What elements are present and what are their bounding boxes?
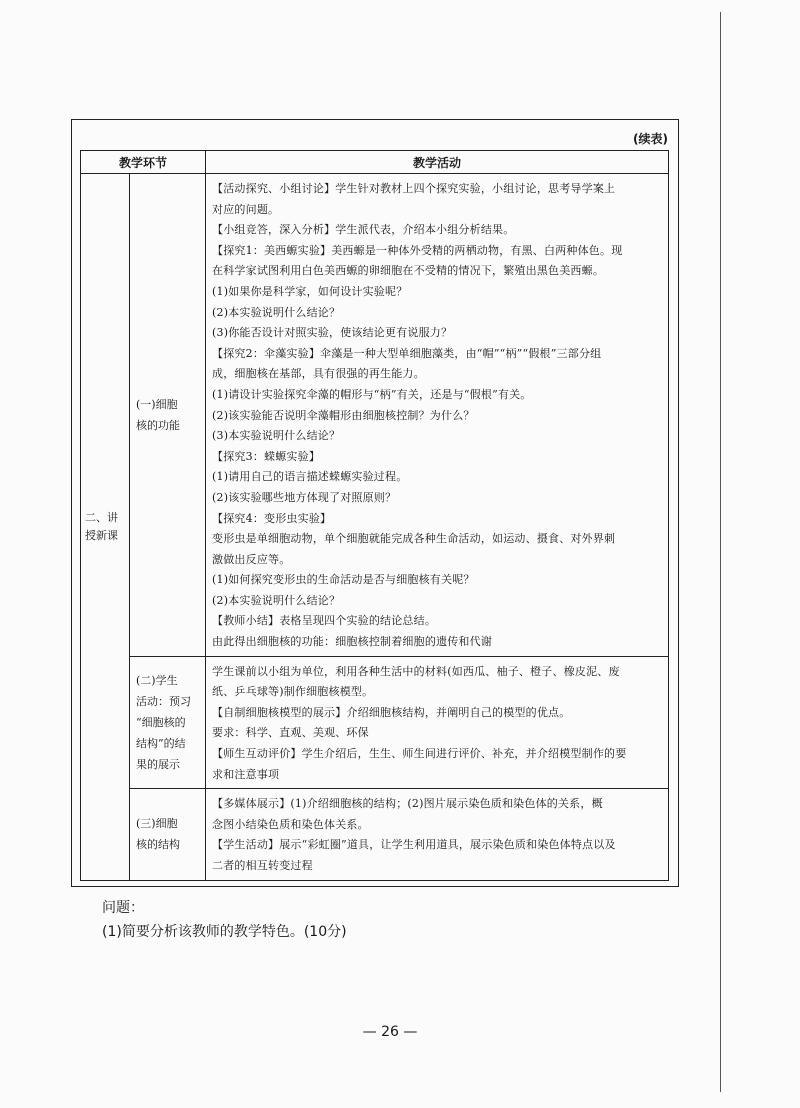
activity-line: (2)本实验说明什么结论？ <box>212 305 341 319</box>
activity-line: 学生课前以小组为单位，利用各种生活中的材料(如西瓜、柚子、橙子、橡皮泥、废 <box>212 664 620 678</box>
activity-line: 【探究4：变形虫实验】 <box>212 511 332 525</box>
activity-cell <box>206 656 669 789</box>
subsection-label-line: 活动：预习 <box>136 694 191 708</box>
activity-line: 激做出反应等。 <box>212 552 291 566</box>
subsection-label-line: (三)细胞 <box>136 817 178 831</box>
table-header-row <box>81 151 669 174</box>
activity-line: 由此得出细胞核的功能：细胞核控制着细胞的遗传和代谢 <box>212 635 493 649</box>
table-row <box>81 789 669 880</box>
activity-line: (1)如何探究变形虫的生命活动是否与细胞核有关呢？ <box>212 573 475 587</box>
questions-title: 问题： <box>102 900 144 916</box>
activity-line: (1)请设计实验探究伞藻的帽形与“柄”有关，还是与“假根”有关。 <box>212 387 532 401</box>
activity-line: 【探究1：美西螈实验】美西螈是一种体外受精的两栖动物，有黑、白两种体色。现 <box>212 243 623 257</box>
subsection-label <box>130 789 206 880</box>
activity-line: (2)该实验哪些地方体现了对照原则？ <box>212 490 397 504</box>
section-label-line: 二、讲 <box>85 510 118 524</box>
header-activity: 教学活动 <box>206 151 669 174</box>
activity-line: 对应的问题。 <box>212 202 280 216</box>
activity-line: 【学生活动】展示“彩虹圈”道具，让学生利用道具，展示染色质和染色体特点以及 <box>212 838 616 852</box>
subsection-label-line: 核的功能 <box>136 418 180 432</box>
header-section: 教学环节 <box>81 151 206 174</box>
activity-line: 【师生互动评价】学生介绍后，生生、师生间进行评价、补充，并介绍模型制作的要 <box>212 747 627 761</box>
subsection-label-line: (二)学生 <box>136 673 178 687</box>
subsection-label-line: 果的展示 <box>136 757 180 771</box>
section-label-line: 授新课 <box>85 528 118 542</box>
activity-line: 【多媒体展示】(1)介绍细胞核的结构；(2)图片展示染色质和染色体的关系，概 <box>212 797 603 811</box>
activity-line: (2)该实验能否说明伞藻帽形由细胞核控制？为什么？ <box>212 408 475 422</box>
question-1: (1)简要分析该教师的教学特色。(10分) <box>102 924 347 940</box>
table-row <box>81 656 669 789</box>
activity-line: 【探究3：蝾螈实验】 <box>212 449 321 463</box>
activity-cell <box>206 174 669 657</box>
activity-line: (1)请用自己的语言描述蝾螈实验过程。 <box>212 470 408 484</box>
activity-line: 要求：科学、直观、美观、环保 <box>212 726 369 740</box>
teaching-table <box>80 150 669 881</box>
subsection-label-line: (一)细胞 <box>136 397 178 411</box>
activity-line: 【小组竞答，深入分析】学生派代表，介绍本小组分析结果。 <box>212 223 515 237</box>
activity-line: 纸、乒乓球等)制作细胞核模型。 <box>212 685 374 699</box>
activity-cell <box>206 789 669 880</box>
scan-edge-line <box>720 12 721 1092</box>
activity-line: 成，细胞核在基部，具有很强的再生能力。 <box>212 367 425 381</box>
activity-line: 变形虫是单细胞动物，单个细胞就能完成各种生命活动，如运动、摄食、对外界刺 <box>212 532 616 546</box>
activity-line: 【教师小结】表格呈现四个实验的结论总结。 <box>212 614 437 628</box>
activity-line: 念图小结染色质和染色体关系。 <box>212 817 369 831</box>
subsection-label-line: 核的结构 <box>136 838 180 852</box>
table-frame <box>71 119 679 887</box>
subsection-label-line: “细胞核的 <box>136 715 186 729</box>
activity-line: (3)本实验说明什么结论？ <box>212 429 341 443</box>
activity-line: 【自制细胞核模型的展示】介绍细胞核结构，并阐明自己的模型的优点。 <box>212 705 571 719</box>
section-label <box>81 174 130 881</box>
activity-line: 【探究2：伞藻实验】伞藻是一种大型单细胞藻类，由“帽”“柄”“假根”三部分组 <box>212 346 602 360</box>
continued-label: (续表) <box>633 132 668 146</box>
activity-line: 【活动探究、小组讨论】学生针对教材上四个探究实验，小组讨论，思考导学案上 <box>212 182 616 195</box>
activity-line: 求和注意事项 <box>212 767 280 781</box>
activity-line: 二者的相互转变过程 <box>212 859 313 872</box>
activity-line: (3)你能否设计对照实验，使该结论更有说服力？ <box>212 326 453 340</box>
subsection-label-line: 结构”的结 <box>136 736 186 750</box>
table-row <box>81 174 669 657</box>
activity-line: (2)本实验说明什么结论？ <box>212 593 341 607</box>
subsection-label <box>130 174 206 657</box>
page-number: — 26 — <box>362 1024 418 1040</box>
activity-line: 在科学家试图利用白色美西螈的卵细胞在不受精的情况下，繁殖出黑色美西螈。 <box>212 264 605 278</box>
subsection-label <box>130 656 206 789</box>
activity-line: (1)如果你是科学家，如何设计实验呢？ <box>212 284 408 298</box>
